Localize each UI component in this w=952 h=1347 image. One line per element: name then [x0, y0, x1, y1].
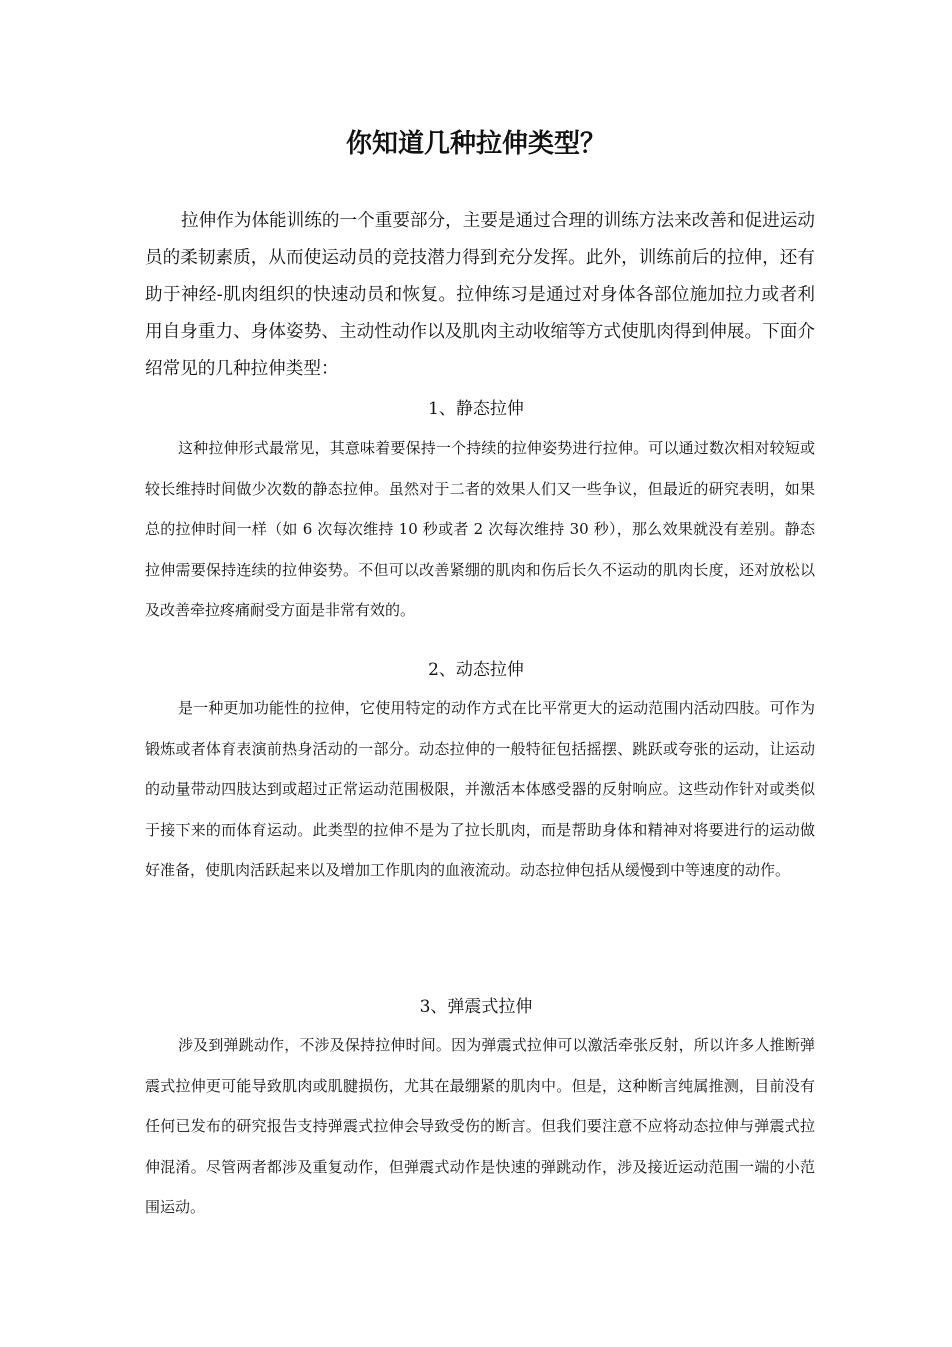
document-title: 你知道几种拉伸类型？ — [345, 129, 606, 159]
section-body-dynamic-stretch: 是一种更加功能性的拉伸，它使用特定的动作方式在比平常更大的运动范围内活动四肢。可作为锻炼或者体育表演前热身活动的一部分。动态拉伸的一般特征包括摇摆、跳跃或夸张的运动，让运动的动量带动四肢达到或超过正常运动范围极限，并激活本体感受器的反射响应。这些动作针对或类似于接下来的而体育运动。此类型的拉伸不是为了拉长肌肉，而是帮助身体和精神对将要进行的运动做好准备，使肌肉活跃起来以及增加工作肌肉的血液流动。动态拉伸包括从缓慢到中等速度的动作。 — [145, 699, 815, 879]
section-body-static-stretch: 这种拉伸形式最常见，其意味着要保持一个持续的拉伸姿势进行拉伸。可以通过数次相对较短或较长维持时间做少次数的静态拉伸。虽然对于二者的效果人们又一些争议，但最近的研究表明，如果总的拉伸时间一样（如 6 次每次维持 10 秒或者 2 次每次维持 30 秒），那么效果就没有差别。静态拉伸需要保持连续的拉伸姿势。不但可以改善紧绷的肌肉和伤后长久不运动的肌肉长度，还对放松以及改善牵拉疼痛耐受方面是非常有效的。 — [145, 439, 815, 619]
section-heading-dynamic-stretch: 2、动态拉伸 — [428, 660, 524, 680]
section-heading-ballistic-stretch: 3、弹震式拉伸 — [419, 997, 533, 1017]
section-body-ballistic-stretch: 涉及到弹跳动作，不涉及保持拉伸时间。因为弹震式拉伸可以激活牵张反射，所以许多人推断弹震式拉伸更可能导致肌肉或肌腱损伤，尤其在最绷紧的肌肉中。但是，这种断言纯属推测，目前没有任何已发布的研究报告支持弹震式拉伸会导致受伤的断言。但我们要注意不应将动态拉伸与弹震式拉伸混淆。尽管两者都涉及重复动作，但弹震式动作是快速的弹跳动作，涉及接近运动范围一端的小范围运动。 — [145, 1036, 815, 1216]
section-heading-static-stretch: 1、静态拉伸 — [428, 399, 524, 419]
intro-paragraph: 拉伸作为体能训练的一个重要部分，主要是通过合理的训练方法来改善和促进运动员的柔韧素质，从而使运动员的竞技潜力得到充分发挥。此外，训练前后的拉伸，还有助于神经-肌肉组织的快速动员和恢复。拉伸练习是通过对身体各部位施加拉力或者利用自身重力、身体姿势、主动性动作以及肌肉主动收缩等方式使肌肉得到伸展。下面介绍常见的几种拉伸类型： — [145, 211, 815, 379]
